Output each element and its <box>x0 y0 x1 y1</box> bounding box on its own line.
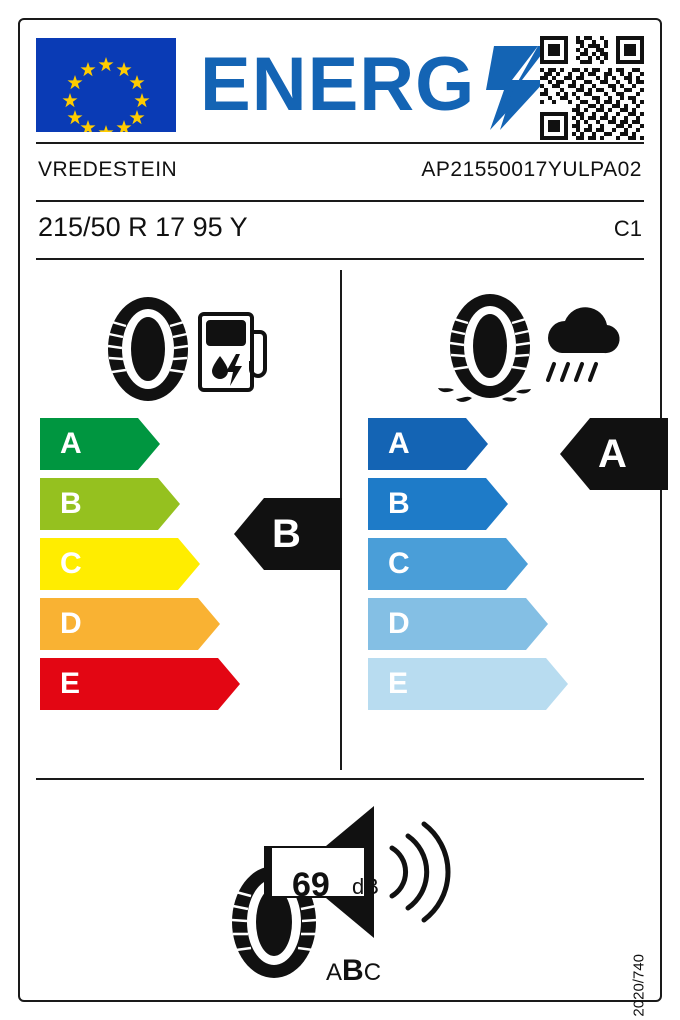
wet-grip-rating-badge <box>560 418 668 490</box>
fuel-class-b-letter: B <box>60 487 82 520</box>
rain-cloud-icon <box>548 307 620 380</box>
brand-row <box>20 144 660 200</box>
grip-class-e-letter: E <box>388 667 409 700</box>
label-header <box>20 20 660 142</box>
size-row <box>20 202 660 258</box>
fuel-class-d-letter: D <box>60 607 82 640</box>
noise-class-a: A <box>326 959 343 986</box>
fuel-rating-letter: B <box>272 512 301 556</box>
wet-grip-pictogram <box>428 294 628 404</box>
qr-code-icon <box>540 36 644 140</box>
page-title: ENERG <box>200 42 476 127</box>
noise-unit: dB <box>352 874 379 899</box>
regulation-code: 2020/740 <box>631 954 648 1017</box>
ratings-panel <box>20 260 660 778</box>
grip-class-d-letter: D <box>388 607 410 640</box>
fuel-class-e-letter: E <box>60 667 81 700</box>
noise-panel <box>20 782 660 1000</box>
grip-class-c-letter: C <box>388 547 410 580</box>
fuel-class-c-letter: C <box>60 547 82 580</box>
fuel-class-a-letter: A <box>60 427 82 460</box>
eu-flag-icon <box>36 38 176 132</box>
fuel-rating-badge <box>234 498 342 570</box>
tyre-icon <box>108 297 188 401</box>
grip-class-a-letter: A <box>388 427 410 460</box>
brand-name: VREDESTEIN <box>38 158 178 181</box>
grip-class-b-letter: B <box>388 487 410 520</box>
divider-noise <box>36 778 644 780</box>
noise-class-c: C <box>363 959 382 986</box>
tyre-class: C1 <box>613 216 642 241</box>
energy-label <box>18 18 662 1017</box>
noise-class-b-selected: B <box>342 954 364 987</box>
tyre-size: 215/50 R 17 95 Y <box>38 212 248 242</box>
fuel-efficiency-pictogram <box>96 294 276 404</box>
noise-value: 69 <box>292 866 330 904</box>
noise-class-scale <box>326 954 381 988</box>
tyre-icon <box>438 294 531 402</box>
wet-grip-rating-letter: A <box>598 432 627 476</box>
product-code: AP21550017YULPA02 <box>421 158 642 181</box>
